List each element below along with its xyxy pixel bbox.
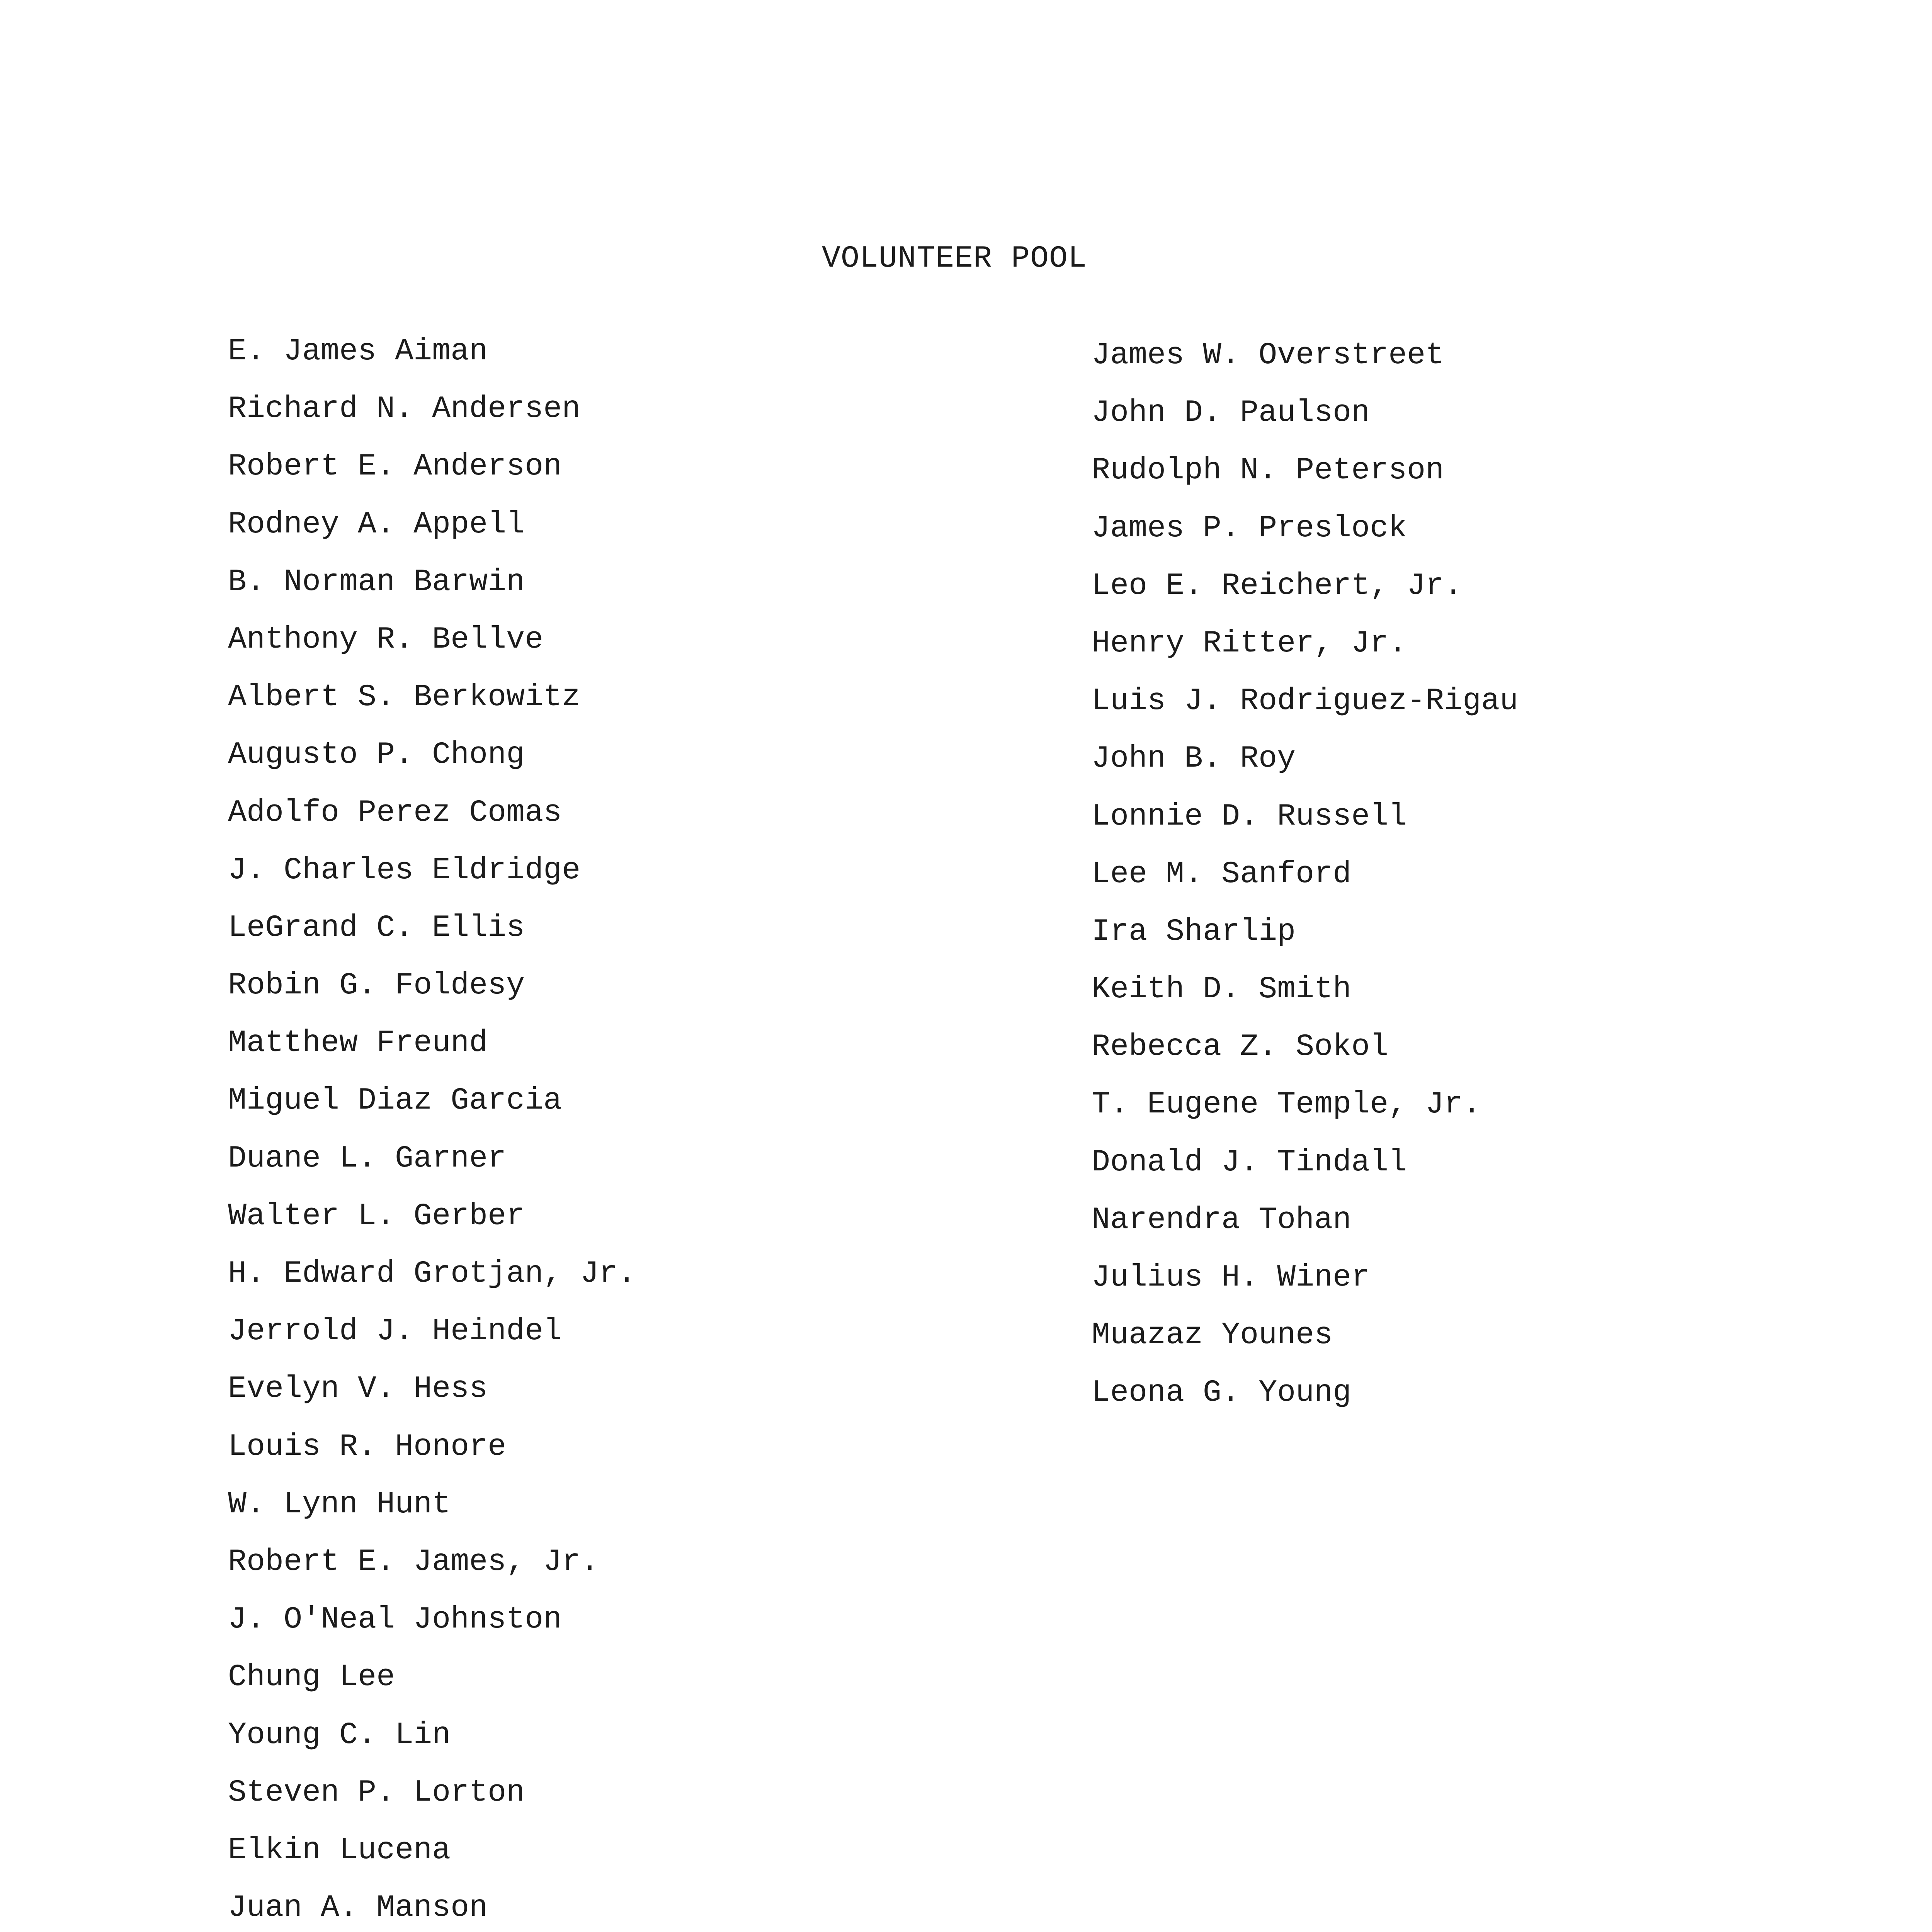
page-title: VOLUNTEER POOL <box>821 241 1087 276</box>
volunteer-name: Albert S. Berkowitz <box>228 680 581 715</box>
volunteer-name: Keith D. Smith <box>1092 972 1352 1007</box>
volunteer-name: Robin G. Foldesy <box>228 968 525 1003</box>
volunteer-name: Matthew Freund <box>228 1026 488 1061</box>
volunteer-name: James P. Preslock <box>1092 510 1407 546</box>
volunteer-name: Leona G. Young <box>1092 1375 1352 1411</box>
volunteer-name: James W. Overstreet <box>1092 338 1444 373</box>
volunteer-name: Elkin Lucena <box>228 1832 451 1868</box>
volunteer-name: Juan A. Manson <box>228 1890 488 1926</box>
volunteer-name: Rudolph N. Peterson <box>1092 453 1444 488</box>
left-name-column <box>228 323 636 1932</box>
volunteer-name: Louis R. Honore <box>228 1429 507 1464</box>
volunteer-name: T. Eugene Temple, Jr. <box>1092 1087 1481 1122</box>
volunteer-name: Julius H. Winer <box>1092 1260 1370 1295</box>
volunteer-name: Rodney A. Appell <box>228 507 525 542</box>
volunteer-name: Adolfo Perez Comas <box>228 795 562 830</box>
volunteer-name: E. James Aiman <box>228 334 488 369</box>
volunteer-name: Donald J. Tindall <box>1092 1145 1407 1180</box>
volunteer-name: Luis J. Rodriguez-Rigau <box>1092 684 1519 719</box>
volunteer-name: Rebecca Z. Sokol <box>1092 1029 1389 1065</box>
volunteer-name: Robert E. Anderson <box>228 449 562 485</box>
volunteer-name: Duane L. Garner <box>228 1141 507 1176</box>
volunteer-name: Henry Ritter, Jr. <box>1092 626 1407 661</box>
volunteer-name: Augusto P. Chong <box>228 737 525 773</box>
volunteer-name: Chung Lee <box>228 1660 395 1695</box>
volunteer-name: Evelyn V. Hess <box>228 1371 488 1407</box>
volunteer-name: John D. Paulson <box>1092 395 1370 431</box>
volunteer-name: Steven P. Lorton <box>228 1775 525 1810</box>
volunteer-name: W. Lynn Hunt <box>228 1486 451 1522</box>
volunteer-name: Miguel Diaz Garcia <box>228 1083 562 1119</box>
volunteer-name: John B. Roy <box>1092 741 1296 777</box>
volunteer-name: Ira Sharlip <box>1092 914 1296 949</box>
volunteer-name: B. Norman Barwin <box>228 564 525 600</box>
volunteer-name: Young C. Lin <box>228 1717 451 1753</box>
volunteer-name: Richard N. Andersen <box>228 391 581 427</box>
volunteer-name: J. O'Neal Johnston <box>228 1602 562 1638</box>
volunteer-name: Lee M. Sanford <box>1092 856 1352 892</box>
volunteer-name: Lonnie D. Russell <box>1092 799 1407 834</box>
volunteer-name: Walter L. Gerber <box>228 1198 525 1234</box>
volunteer-name: Muazaz Younes <box>1092 1318 1333 1353</box>
volunteer-name: J. Charles Eldridge <box>228 852 581 888</box>
volunteer-name: LeGrand C. Ellis <box>228 910 525 946</box>
volunteer-name: Narendra Tohan <box>1092 1202 1352 1238</box>
volunteer-name: Leo E. Reichert, Jr. <box>1092 568 1463 604</box>
volunteer-name: H. Edward Grotjan, Jr. <box>228 1256 636 1291</box>
right-name-column <box>1092 327 1518 1422</box>
volunteer-name: Anthony R. Bellve <box>228 622 544 657</box>
volunteer-name: Robert E. James, Jr. <box>228 1544 599 1580</box>
volunteer-name: Jerrold J. Heindel <box>228 1314 562 1349</box>
